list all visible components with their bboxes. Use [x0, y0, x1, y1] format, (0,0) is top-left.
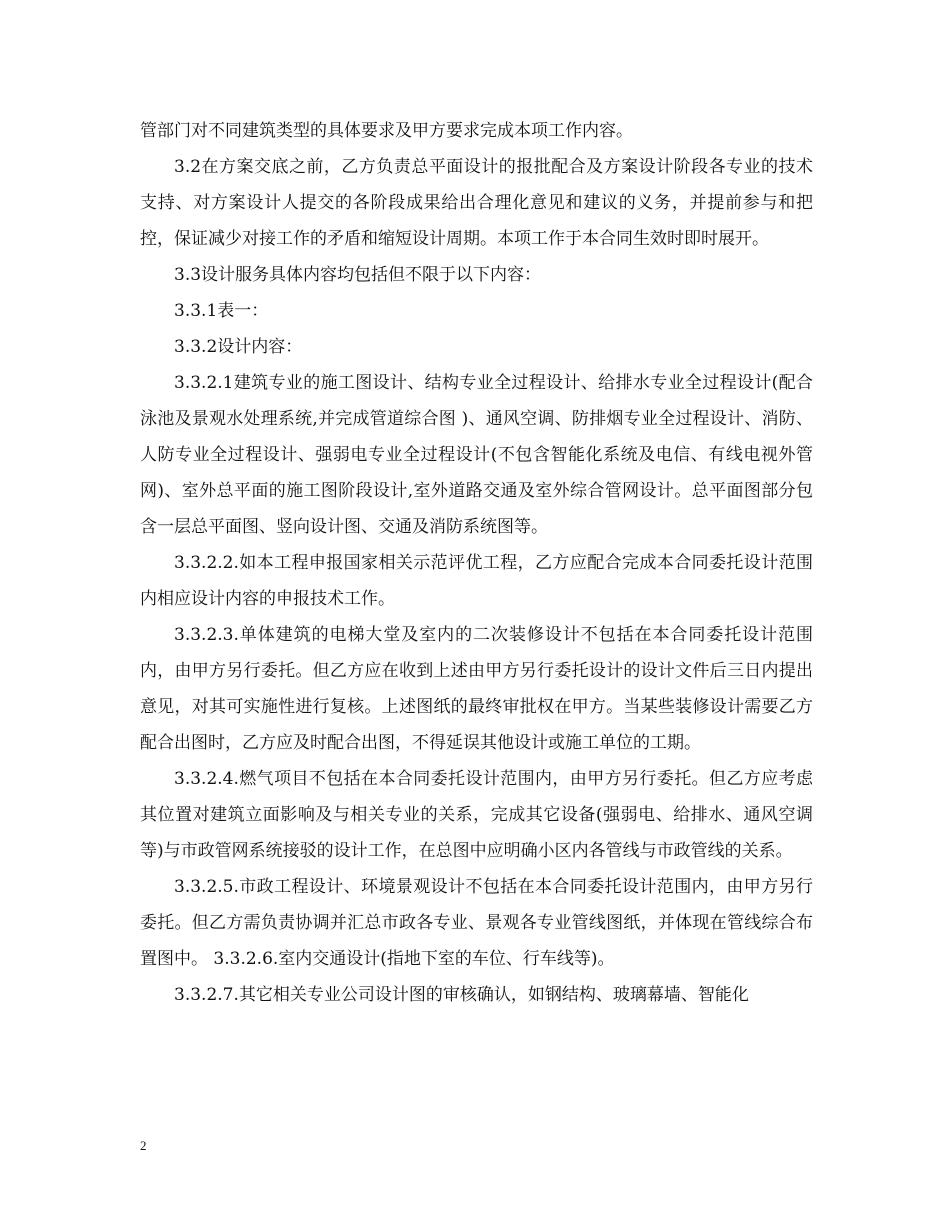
paragraph-3-3-1: 3.3.1表一：: [174, 301, 269, 321]
document-body: [140, 113, 813, 1013]
paragraph-3-3-2-2: 3.3.2.2.如本工程申报国家相关示范评优工程，乙方应配合完成本合同委托设计范围内相应设计内容的申报技术工作。: [140, 553, 813, 609]
paragraph-3-3-2-3: 3.3.2.3.单体建筑的电梯大堂及室内的二次装修设计不包括在本合同委托设计范围内，由甲方另行委托。但乙方应在收到上述由甲方另行委托设计的设计文件后三日内提出意见，对其可实施性进行复核。上述图纸的最终审批权在甲方。当某些装修设计需要乙方配合出图时，乙方应及时配合出图，不得延误其他设计或施工单位的工期。: [140, 625, 813, 753]
paragraph-3-2: 3.2在方案交底之前，乙方负责总平面设计的报批配合及方案设计阶段各专业的技术支持、对方案设计人提交的各阶段成果给出合理化意见和建议的义务，并提前参与和把控，保证减少对接工作的矛盾和缩短设计周期。本项工作于本合同生效时即时展开。: [140, 157, 813, 249]
page-number: 2: [140, 1138, 147, 1153]
paragraph-3-3: 3.3设计服务具体内容均包括但不限于以下内容：: [174, 265, 542, 285]
paragraph-continuation: 管部门对不同建筑类型的具体要求及甲方要求完成本项工作内容。: [140, 121, 633, 141]
paragraph-3-3-2-4: 3.3.2.4.燃气项目不包括在本合同委托设计范围内，由甲方另行委托。但乙方应考虑其位置对建筑立面影响及与相关专业的关系，完成其它设备(强弱电、给排水、通风空调等)与市政管网系统接驳的设计工作，在总图中应明确小区内各管线与市政管线的关系。: [140, 769, 813, 861]
paragraph-3-3-2: 3.3.2设计内容：: [174, 337, 303, 357]
paragraph-3-3-2-1: 3.3.2.1建筑专业的施工图设计、结构专业全过程设计、给排水专业全过程设计(配合泳池及景观水处理系统,并完成管道综合图 )、通风空调、防排烟专业全过程设计、消防、人防专业全过程设计、强弱电专业全过程设计(不包含智能化系统及电信、有线电视外管网)、室外总平面的施工图阶段设计,室外道路交通及室外综合管网设计。总平面图部分包含一层总平面图、竖向设计图、交通及消防系统图等。: [140, 373, 813, 537]
paragraph-3-3-2-5: 3.3.2.5.市政工程设计、环境景观设计不包括在本合同委托设计范围内，由甲方另行委托。但乙方需负责协调并汇总市政各专业、景观各专业管线图纸，并体现在管线综合布置图中。 3.3.2.6.室内交通设计(指地下室的车位、行车线等)。: [140, 877, 813, 969]
paragraph-3-3-2-7: 3.3.2.7.其它相关专业公司设计图的审核确认，如钢结构、玻璃幕墙、智能化: [174, 985, 749, 1005]
